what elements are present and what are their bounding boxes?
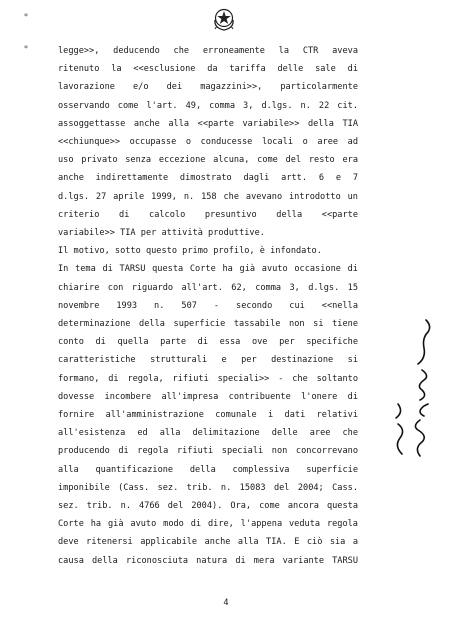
text-line: conto di quella parte di essa ove per specifiche bbox=[58, 337, 358, 348]
text-line: In tema di TARSU questa Corte ha già avuto occasione di bbox=[58, 264, 358, 275]
text-line: d.lgs. 27 aprile 1999, n. 158 che avevano introdotto un bbox=[58, 191, 358, 202]
text-line: dovesse incombere all'impresa contribuente l'onere di bbox=[58, 391, 358, 402]
text-line: assoggettasse anche alla <<parte variabile>> della TIA bbox=[58, 118, 358, 129]
page-number: 4 bbox=[223, 598, 229, 608]
text-line: uso privato senza eccezione alcuna, come del resto era bbox=[58, 155, 358, 166]
text-line: imponibile (Cass. sez. trib. n. 15083 del 2004; Cass. bbox=[58, 482, 358, 493]
text-line: producendo di regola rifiuti speciali non concorrevano bbox=[58, 446, 358, 457]
text-line: fornire all'amministrazione comunale i dati relativi bbox=[58, 410, 358, 421]
text-line: chiarire con riguardo all'art. 62, comma 3, d.lgs. 15 bbox=[58, 282, 358, 293]
text-line: all'esistenza ed alla delimitazione delle aree che bbox=[58, 428, 358, 439]
text-line: novembre 1993 n. 507 - secondo cui <<nella bbox=[58, 300, 358, 311]
text-line: anche indirettamente dimostrato dagli artt. 6 e 7 bbox=[58, 173, 358, 184]
text-line: formano, di regola, rifiuti speciali>> - che soltanto bbox=[58, 373, 358, 384]
text-line: Il motivo, sotto questo primo profilo, è infondato. bbox=[58, 246, 322, 257]
text-line: legge>>, deducendo che erroneamente la CTR aveva bbox=[58, 46, 358, 56]
text-line: deve ritenersi applicabile anche alla TIA. E ciò sia a bbox=[58, 537, 358, 548]
text-line: causa della riconosciuta natura di mera variante TARSU bbox=[58, 555, 358, 566]
text-line: ritenuto la <<esclusione da tariffa delle sale di bbox=[58, 64, 358, 75]
text-line: criterio di calcolo presuntivo della <<parte bbox=[58, 209, 358, 220]
text-line: sez. trib. n. 4766 del 2004). Ora, come ancora questa bbox=[58, 501, 358, 512]
margin-mark: * bbox=[24, 12, 28, 21]
text-line: Corte ha già avuto modo di dire, l'appena veduta regola bbox=[58, 519, 358, 530]
text-line: lavorazione e/o dei magazzini>>, particolarmente bbox=[58, 82, 358, 93]
text-line: <<chiunque>> occupasse o conducesse locali o aree ad bbox=[58, 137, 358, 148]
handwritten-signature-icon bbox=[368, 308, 438, 458]
republic-emblem-icon bbox=[212, 6, 236, 32]
text-line: alla quantificazione della complessiva superficie bbox=[58, 464, 358, 475]
text-line: variabile>> TIA per attività produttive. bbox=[58, 228, 265, 239]
document-body bbox=[58, 42, 358, 570]
text-line: determinazione della superficie tassabile non si tiene bbox=[58, 319, 358, 330]
margin-mark: * bbox=[24, 44, 28, 53]
text-line: osservando come l'art. 49, comma 3, d.lgs. n. 22 cit. bbox=[58, 100, 358, 111]
text-line: caratteristiche strutturali e per destinazione si bbox=[58, 355, 358, 366]
